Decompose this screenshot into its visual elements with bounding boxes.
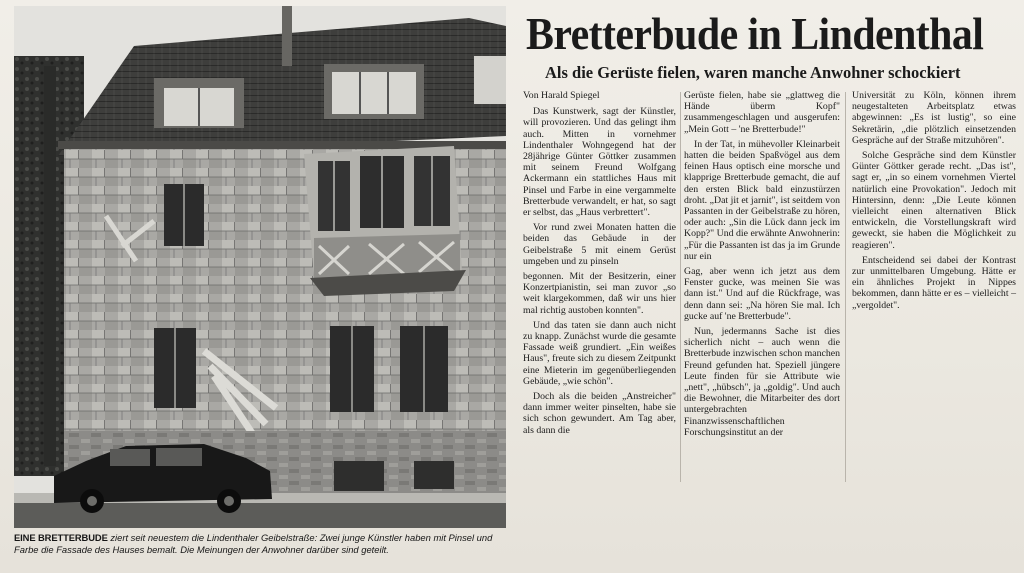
paragraph: Und das taten sie dann auch nicht zu knapp. Zunächst wurde die gesamte Fassade weiß grundiert. „Ein weißes Haus", freute sich zu diesem Zeitpunkt eine Mieterin im gegenüberliegenden Gebäude, „wie schön". [523, 319, 676, 387]
house-photo [14, 6, 506, 528]
headline: Bretterbude in Lindenthal [526, 9, 984, 59]
paragraph: In der Tat, in mühevoller Kleinarbeit hatten die beiden Spaßvögel aus dem feinen Haus optisch eine morsche und klapprige Bretterbude gemacht, die auf den ersten Blick bald einzustürzen droht. „Dat jit et jarnit", ist seitdem von Passanten in der Geibelstraße zu hören, oder auch: „Sin die Lück dann jeck im Kopp?" Und die erwähnte Anwohnerin: „Für die Passanten ist das ja im Grunde nur ein [684, 138, 840, 262]
subheadline: Als die Gerüste fielen, waren manche Anwohner schockiert [545, 63, 961, 82]
paragraph: Gag, aber wenn ich jetzt aus dem Fenster gucke, was meinen Sie was dann ist." Und auf die Rückfrage, was denn dann sei: „Na hören Sie mal. Ich gucke auf 'ne Bretterbude". [684, 266, 840, 322]
paragraph: Gerüste fielen, habe sie „glattweg die Hände überm Kopf" zusammengeschlagen und ausgerufen: „Mein Gott – 'ne Bretterbude!" [684, 90, 840, 135]
paragraph: Entscheidend sei dabei der Kontrast zur unmittelbaren Umgebung. Hätte er ein ähnliches Projekt in Nippes bekommen, dann hätte er es – vielleicht – „vergoldet". [852, 254, 1016, 311]
column-divider [845, 92, 846, 482]
house-photo-icon [14, 6, 506, 528]
paragraph: Doch als die beiden „Anstreicher" dann immer weiter pinselten, habe sie sich schon gewundert. Am Tag aber, als dann die [523, 391, 676, 436]
column-divider [680, 92, 681, 482]
article-column-3 [852, 90, 1016, 311]
paragraph: Das Kunstwerk, sagt der Künstler, will provozieren. Und das gelingt ihm auch. Mitten in vornehmer Lindenthaler Wohngegend hat der 28jährige Günter Göttker zusammen mit seinem Freund Wolfgang Ackermann ein stattliches Haus mit Pinsel und Farbe in eine vergammelte Bretterbude verwandelt, er hat, so sagt er selbst, das „Haus verbrettert". [523, 106, 676, 219]
byline: Von Harald Spiegel [523, 90, 600, 101]
caption-lead: EINE BRETTERBUDE [14, 532, 108, 543]
paragraph: Vor rund zwei Monaten hatten die beiden das Gebäude in der Geibelstraße 5 mit einem Gerüst umgeben und zu pinseln [523, 222, 676, 267]
paragraph: Universität zu Köln, können ihrem neugestalteten Arbeitsplatz etwas abgewinnen: „Es ist lustig", so eine Sekretärin, „die plötzlich einsetzenden Gespräche auf der Straße mitzuhören". [852, 90, 1016, 146]
paragraph: begonnen. Mit der Besitzerin, einer Konzertpianistin, sei man zuvor „so weit klargekommen, daß wir uns hier mal richtig austoben konnten". [523, 271, 676, 316]
article-column-1 [523, 90, 676, 436]
photo-caption [14, 532, 509, 555]
paragraph: Solche Gespräche sind dem Künstler Günter Göttker gerade recht. „Das ist", sagt er, „in so einem vornehmen Viertel natürlich eine Provokation". Jedoch mit Hintersinn, denn: „Die Leute können vielleicht einen alternativen Blick entwickeln, die Vorstellungskraft wird geweckt, sie haben die Möglichkeit zu reagieren". [852, 150, 1016, 251]
paragraph: Nun, jedermanns Sache ist dies sicherlich nicht – auch wenn die Bretterbude inzwischen schon manchen Freund gefunden hat. Speziell jüngere Leute finden für sie Attribute wie „nett", „hübsch", ja „goldig". Und auch die Bewohner, die Mitarbeiter des dort untergebrachten Finanzwissenschaftlichen Forschungsinstitut an der [684, 326, 840, 438]
caption-text: ziert seit neuestem die Lindenthaler Geibelstraße: Zwei junge Künstler haben mit Pinsel und Farbe die Fassade des Hauses bemalt. Die Meinungen der Anwohner darüber sind geteilt. [14, 532, 493, 555]
article-column-2 [684, 90, 840, 438]
